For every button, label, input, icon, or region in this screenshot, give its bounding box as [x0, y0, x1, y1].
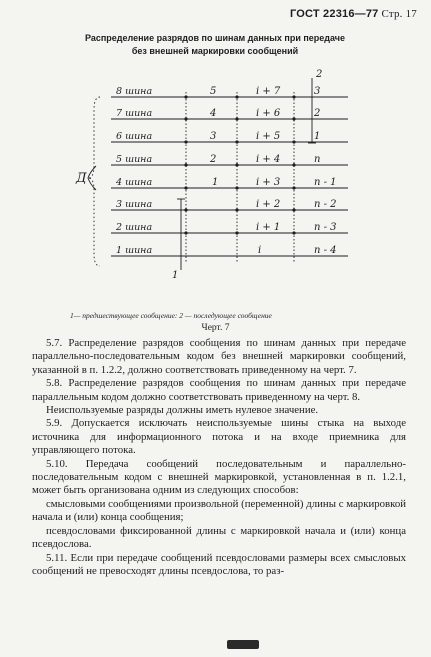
paragraph: 5.10. Передача сообщений последовательным и параллельно-последовательным кодом с внешней маркировкой, установленная в п. 1.2.1, может быть организована одним из следующих способов:	[32, 457, 406, 497]
bus-label: 1 шина	[116, 245, 153, 256]
figure-caption: 1— предшествующее сообщение: 2 — последующее сообщение	[70, 311, 272, 320]
bracket-label: Д	[76, 171, 87, 186]
figure-number: Черт. 7	[201, 323, 230, 333]
body-text	[32, 337, 406, 578]
cell-current: i + 1	[256, 222, 281, 233]
figure-title-line: без внешней маркировки сообщений	[131, 46, 299, 56]
bus-label: 6 шина	[116, 131, 153, 142]
print-mark	[227, 640, 259, 649]
bus-label: 2 шина	[116, 222, 153, 233]
cell-next: n - 1	[314, 177, 337, 188]
cell-prev: 1	[212, 177, 219, 188]
paragraph: 5.9. Допускается исключать неиспользуемые шины стыка на выходе источника для информационного потока и на входе приемника для управляющего потока.	[32, 417, 406, 457]
cell-next: n - 4	[314, 245, 337, 256]
cell-next: 3	[314, 86, 321, 97]
cell-next: n - 3	[314, 222, 337, 233]
paragraph: 5.11. Если при передаче сообщений псевдословами размеры всех смысловых сообщений не превосходят длины псевдослова, то раз-	[32, 551, 406, 577]
paragraph: псевдословами фиксированной длины с маркировкой начала и (или) конца псевдослова.	[32, 524, 406, 551]
cell-next: 1	[314, 131, 321, 142]
cell-prev: 5	[210, 86, 217, 97]
cell-current: i + 6	[256, 108, 281, 119]
paragraph: Неиспользуемые разряды должны иметь нулевое значение.	[46, 404, 319, 417]
marker-prev-label: 1	[172, 270, 179, 281]
bus-label: 5 шина	[116, 154, 153, 165]
cell-next: n	[314, 154, 321, 165]
cell-current: i	[258, 245, 262, 256]
cell-prev: 3	[210, 131, 217, 142]
paragraph: смысловыми сообщениями произвольной (переменной) длины с маркировкой начала и (или) конца сообщения;	[32, 497, 406, 524]
cell-prev: 4	[210, 108, 217, 119]
bus-label: 7 шина	[116, 108, 153, 119]
paragraph: 5.7. Распределение разрядов сообщения по шинам данных при передаче параллельно-последовательным кодом без внешней маркировки сообщений, указанной в п. 1.2.2, должно соответствовать приведенному на черт. 7.	[32, 337, 406, 376]
bus-label: 3 шина	[116, 199, 153, 210]
cell-current: i + 7	[256, 86, 281, 97]
cell-current: i + 4	[256, 154, 281, 165]
bus-label: 8 шина	[116, 86, 153, 97]
bus-distribution-diagram	[0, 0, 431, 320]
cell-prev: 2	[210, 154, 217, 165]
cell-current: i + 5	[256, 131, 281, 142]
paragraph: 5.8. Распределение разрядов сообщения по шинам данных при передаче параллельным кодом должно соответствовать приведенному на черт. 8.	[32, 377, 406, 403]
cell-current: i + 3	[256, 177, 281, 188]
cell-current: i + 2	[256, 199, 281, 210]
cell-next: n - 2	[314, 199, 337, 210]
cell-next: 2	[314, 108, 321, 119]
standard-number: ГОСТ 22316—77	[289, 8, 379, 20]
marker-next-label: 2	[316, 69, 323, 80]
page-number: Стр. 17	[381, 8, 417, 20]
figure-title-line: Распределение разрядов по шинам данных при передаче	[84, 33, 346, 43]
bus-label: 4 шина	[116, 177, 153, 188]
